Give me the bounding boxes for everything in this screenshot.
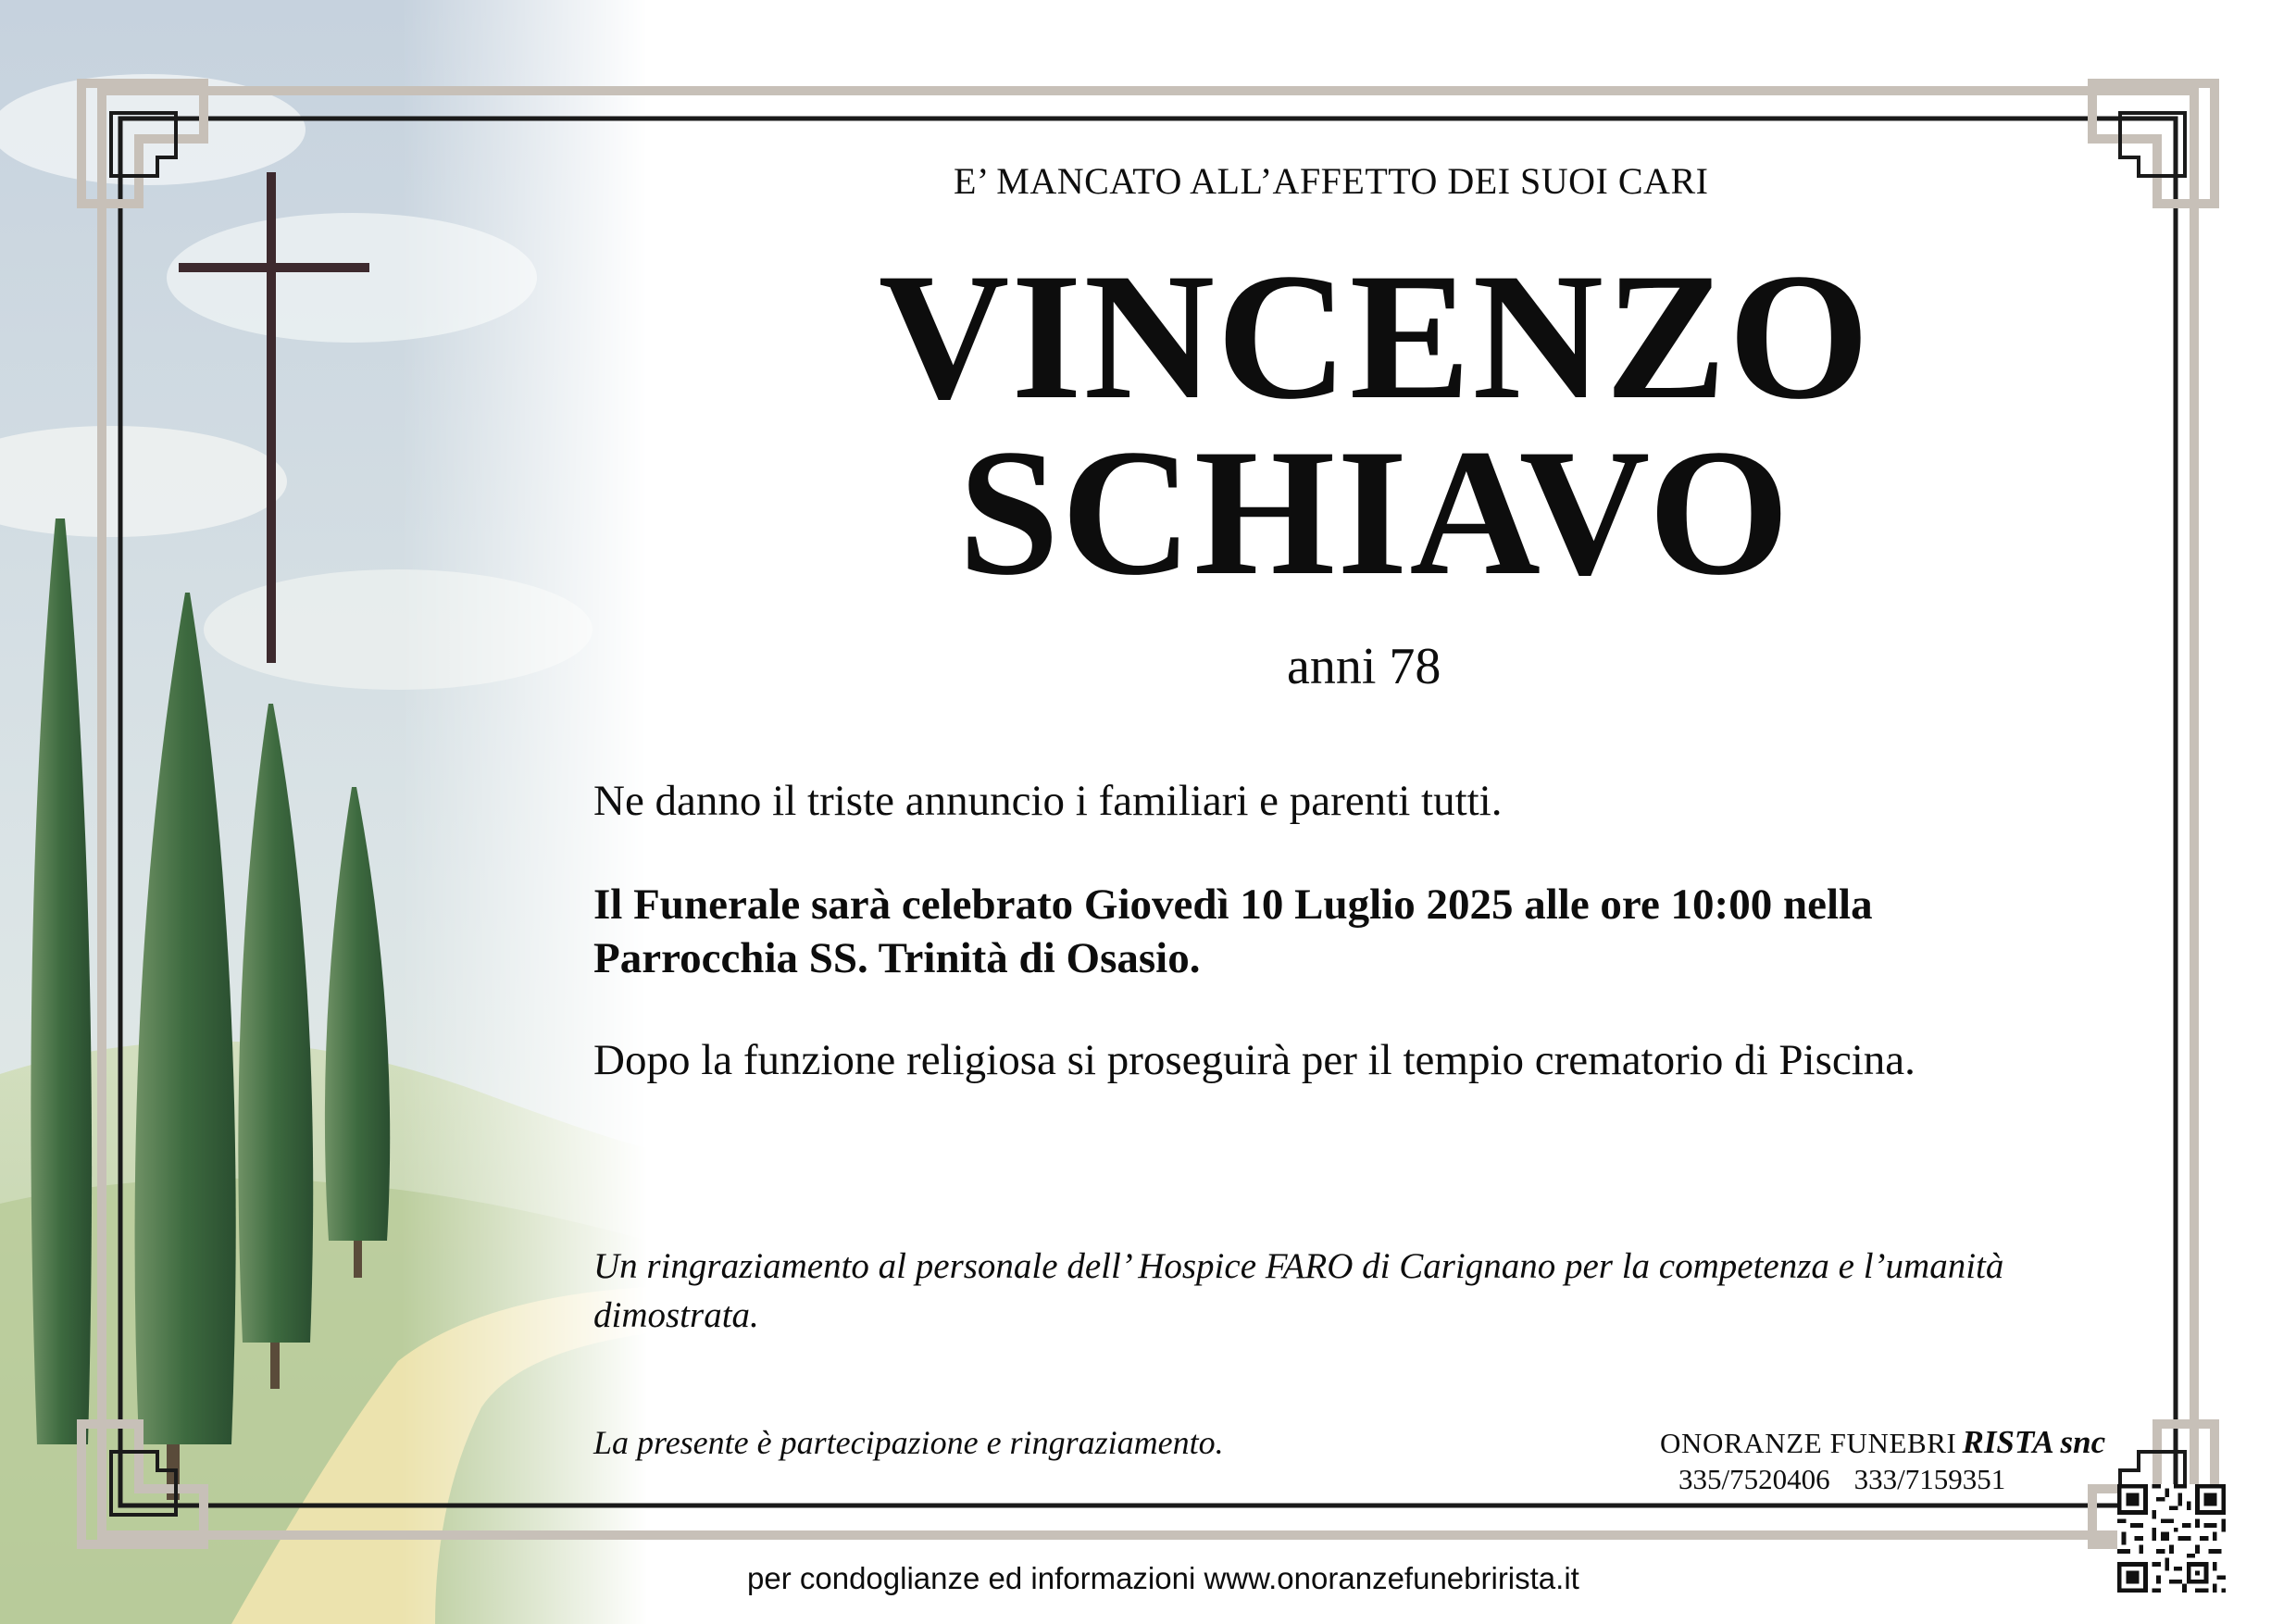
after-service-text: Dopo la funzione religiosa si proseguirà per il tempio crematorio di Piscina. bbox=[593, 1036, 1915, 1084]
announcement-text: Ne danno il triste annuncio i familiari e parenti tutti. bbox=[593, 777, 1503, 825]
thanks-line-2: dimostrata. bbox=[593, 1295, 759, 1335]
participation-note: La presente è partecipazione e ringraziamento. bbox=[593, 1424, 1224, 1461]
qr-code-icon[interactable] bbox=[2117, 1484, 2226, 1593]
agency-phone-1: 335/7520406 bbox=[1678, 1463, 1830, 1495]
funeral-details-line-1: Il Funerale sarà celebrato Giovedì 10 Luglio 2025 alle ore 10:00 nella bbox=[593, 881, 1873, 929]
footer-contact-info: per condoglianze ed informazioni www.onoranzefunebrirista.it bbox=[747, 1561, 1579, 1595]
deceased-age: anni 78 bbox=[1287, 638, 1441, 695]
thanks-line-1: Un ringraziamento al personale dell’ Hospice FARO di Carignano per la competenza e l’umanità bbox=[593, 1246, 2004, 1286]
intro-line: E’ MANCATO ALL’AFFETTO DEI SUOI CARI bbox=[954, 160, 1709, 202]
agency-phone-2: 333/7159351 bbox=[1853, 1463, 2006, 1495]
funeral-details-line-2: Parrocchia SS. Trinità di Osasio. bbox=[593, 934, 1201, 982]
funeral-agency bbox=[1660, 1424, 2105, 1461]
agency-phones bbox=[1678, 1463, 2005, 1496]
deceased-first-name: VINCENZO bbox=[878, 236, 1872, 437]
agency-name: RISTA snc bbox=[1962, 1424, 2106, 1460]
deceased-last-name: SCHIAVO bbox=[958, 412, 1791, 613]
agency-label: ONORANZE FUNEBRI bbox=[1660, 1427, 1957, 1459]
